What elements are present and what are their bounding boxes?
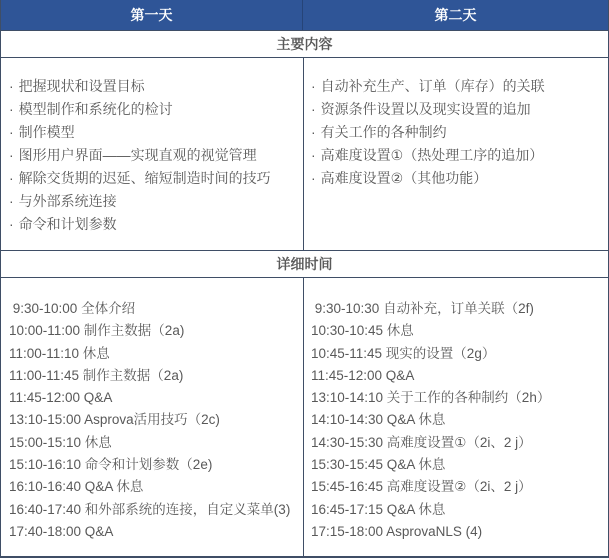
schedule-item: 14:30-15:30 高难度设置①（2i、2 j） xyxy=(311,434,532,450)
topic-item: · 制作模型 xyxy=(9,124,75,140)
main-content-row xyxy=(1,58,608,250)
schedule-item: 11:45-12:00 Q&A xyxy=(9,390,113,406)
topic-item: · 图形用户界面——实现直观的视觉管理 xyxy=(9,147,257,163)
topic-item: · 高难度设置①（热处理工序的追加） xyxy=(311,147,544,163)
day1-topics-cell xyxy=(1,58,303,250)
topic-item: · 模型制作和系统化的检讨 xyxy=(9,101,173,117)
topic-item: · 把握现状和设置目标 xyxy=(9,78,145,94)
column-header-day2: 第二天 xyxy=(434,7,477,23)
main-content-section-header: 主要内容 xyxy=(1,30,608,58)
bullet-dot: · xyxy=(9,78,14,94)
schedule-item: 15:30-15:45 Q&A 休息 xyxy=(311,457,446,473)
bullet-dot: · xyxy=(9,124,14,140)
bullet-dot: · xyxy=(311,147,316,163)
schedule-item: 9:30-10:30 自动补充，订单关联（2f) xyxy=(311,301,534,316)
bullet-dot: · xyxy=(9,193,14,209)
day-header-row xyxy=(1,0,608,30)
schedule-item: 14:10-14:30 Q&A 休息 xyxy=(311,412,446,428)
topic-item: · 自动补充生产、订单（库存）的关联 xyxy=(311,78,545,94)
bullet-dot: · xyxy=(311,124,316,140)
schedule-item: 9:30-10:00 全体介绍 xyxy=(9,301,136,316)
schedule-item: 15:45-16:45 高难度设置②（2i、2 j） xyxy=(311,479,532,495)
topic-item: · 高难度设置②（其他功能） xyxy=(311,170,488,186)
schedule-item: 16:10-16:40 Q&A 休息 xyxy=(9,479,144,495)
schedule-item: 13:10-14:10 关于工作的各种制约（2h） xyxy=(311,390,551,406)
schedule-item: 10:45-11:45 现实的设置（2g） xyxy=(311,345,496,361)
schedule-item: 11:00-11:10 休息 xyxy=(9,345,110,361)
schedule-item: 16:45-17:15 Q&A 休息 xyxy=(311,501,446,517)
bullet-dot: · xyxy=(9,170,14,186)
schedule-item: 15:00-15:10 休息 xyxy=(9,434,112,450)
schedule-item: 10:00-11:00 制作主数据（2a) xyxy=(9,323,185,339)
schedule-item: 11:00-11:45 制作主数据（2a) xyxy=(9,367,184,383)
bullet-dot: · xyxy=(9,216,14,232)
bullet-dot: · xyxy=(311,170,316,186)
day1-schedule-cell xyxy=(1,278,303,556)
schedule-item: 16:40-17:40 和外部系统的连接，自定义菜单(3) xyxy=(9,501,291,517)
schedule-item: 11:45-12:00 Q&A xyxy=(311,367,415,383)
topic-item: · 解除交货期的迟延、缩短制造时间的技巧 xyxy=(9,170,271,186)
column-header-day1: 第一天 xyxy=(1,0,303,30)
bullet-dot: · xyxy=(9,101,14,117)
schedule-item: 15:10-16:10 命令和计划参数（2e) xyxy=(9,457,213,473)
topic-item: · 资源条件设置以及现实设置的追加 xyxy=(311,101,531,117)
schedule-item: 17:15-18:00 AsprovaNLS (4) xyxy=(311,523,483,539)
topic-item: · 有关工作的各种制约 xyxy=(311,124,447,140)
day2-topics-cell xyxy=(303,58,608,250)
bullet-dot: · xyxy=(311,101,316,117)
bullet-dot: · xyxy=(9,147,14,163)
bullet-dot: · xyxy=(311,78,316,94)
topic-item: · 命令和计划参数 xyxy=(9,216,117,232)
schedule-item: 17:40-18:00 Q&A xyxy=(9,523,114,539)
schedule-item: 13:10-15:00 Asprova活用技巧（2c) xyxy=(9,412,220,428)
topic-item: · 与外部系统连接 xyxy=(9,193,117,209)
detail-time-section-header: 详细时间 xyxy=(1,250,608,278)
day2-schedule-cell xyxy=(303,278,608,556)
detail-time-row xyxy=(1,278,608,556)
schedule-item: 10:30-10:45 休息 xyxy=(311,323,414,339)
